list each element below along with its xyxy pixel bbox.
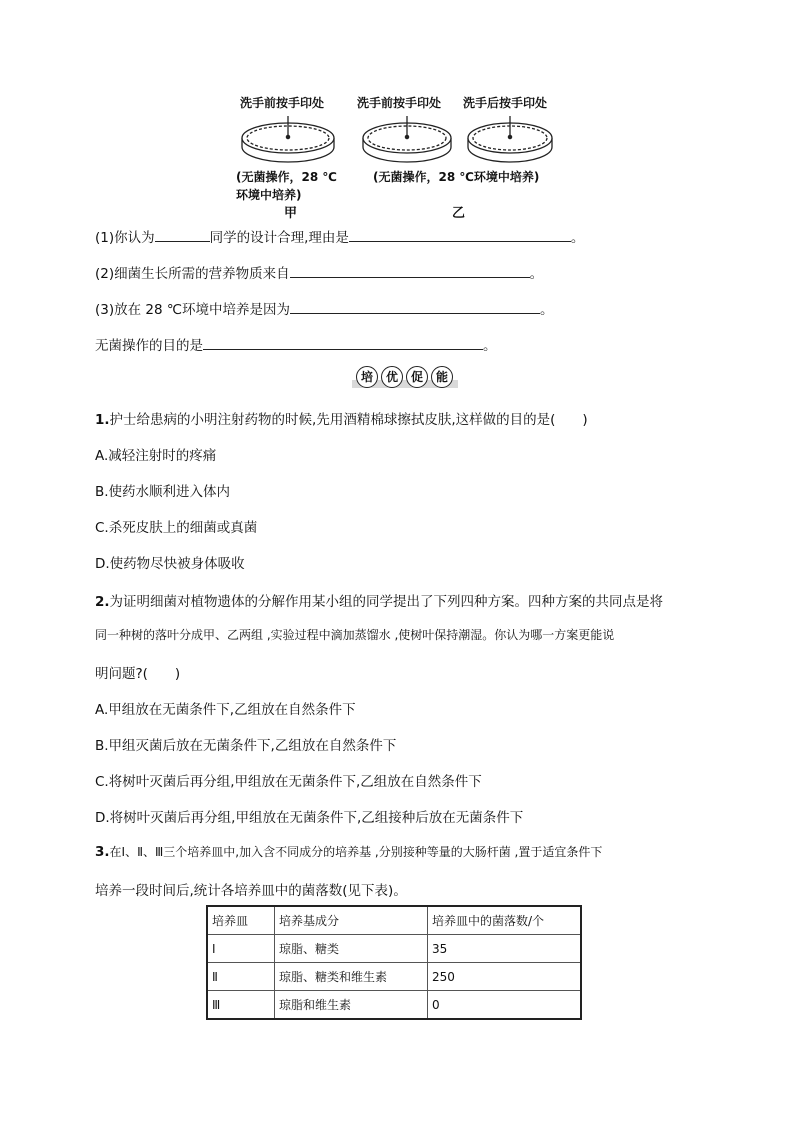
petri-dish-drawings — [230, 108, 570, 170]
table-header-cell: 培养皿 — [207, 906, 275, 935]
question-2-option-c[interactable]: C.将树叶灭菌后再分组,甲组放在无菌条件下,乙组放在自然条件下 — [95, 774, 482, 790]
table-cell: 琼脂、糖类 — [275, 935, 428, 963]
question-1-option-c[interactable]: C.杀死皮肤上的细菌或真菌 — [95, 520, 258, 536]
question-2-stem-line2: 同一种树的落叶分成甲、乙两组 ,实验过程中滴加蒸馏水 ,使树叶保持潮湿。你认为哪一方案更能说 — [95, 628, 615, 642]
answer-blank[interactable] — [349, 227, 571, 242]
banner-char: 培 — [356, 366, 378, 388]
question-1-option-d[interactable]: D.使药物尽快被身体吸收 — [95, 556, 245, 572]
question-1-option-a[interactable]: A.减轻注射时的疼痛 — [95, 448, 217, 464]
petri-dish-yi-after — [468, 116, 552, 162]
subquestion-4: 无菌操作的目的是 。 — [95, 334, 497, 354]
answer-blank[interactable] — [155, 227, 210, 242]
table-cell: 250 — [428, 963, 582, 991]
table-header-cell: 培养基成分 — [275, 906, 428, 935]
answer-blank[interactable] — [290, 299, 540, 314]
table-cell: 0 — [428, 991, 582, 1020]
petri-dish-yi-before — [363, 116, 451, 162]
question-2-option-d[interactable]: D.将树叶灭菌后再分组,甲组放在无菌条件下,乙组接种后放在无菌条件下 — [95, 810, 524, 826]
colony-count-table — [206, 905, 582, 1020]
table-cell: 琼脂和维生素 — [275, 991, 428, 1020]
table-cell: 琼脂、糖类和维生素 — [275, 963, 428, 991]
subquestion-1: (1)你认为 同学的设计合理,理由是 。 — [95, 226, 584, 246]
dish-label-jia: 洗手前按手印处 — [240, 96, 325, 110]
question-3-stem-line1: 3.在Ⅰ、Ⅱ、Ⅲ三个培养皿中,加入含不同成分的培养基 ,分别接种等量的大肠杆菌 ,置于适宜条件下 — [95, 844, 603, 860]
answer-blank[interactable] — [203, 335, 483, 350]
petri-dish-jia — [242, 116, 334, 162]
table-row — [207, 963, 581, 991]
banner-char: 优 — [381, 366, 403, 388]
question-3-stem-line2: 培养一段时间后,统计各培养皿中的菌落数(见下表)。 — [95, 883, 407, 899]
answer-blank[interactable] — [290, 263, 530, 278]
question-1-stem: 1.护士给患病的小明注射药物的时候,先用酒精棉球擦拭皮肤,这样做的目的是( ) — [95, 412, 588, 428]
table-cell: Ⅲ — [207, 991, 275, 1020]
yi-note: (无菌操作，28 ℃环境中培养) — [373, 170, 540, 184]
table-row — [207, 935, 581, 963]
jia-note: (无菌操作，28 ℃ 环境中培养) — [236, 170, 337, 202]
question-2-stem-line1: 2.为证明细菌对植物遗体的分解作用某小组的同学提出了下列四种方案。四种方案的共同点是将 — [95, 594, 664, 610]
group-label-jia: 甲 — [284, 206, 298, 221]
table-row — [207, 991, 581, 1020]
table-cell: Ⅰ — [207, 935, 275, 963]
question-2-option-a[interactable]: A.甲组放在无菌条件下,乙组放在自然条件下 — [95, 702, 356, 718]
table-header-cell: 培养皿中的菌落数/个 — [428, 906, 582, 935]
subquestion-2: (2)细菌生长所需的营养物质来自 。 — [95, 262, 543, 282]
question-1-option-b[interactable]: B.使药水顺利进入体内 — [95, 484, 231, 500]
table-header-row — [207, 906, 581, 935]
banner-char: 促 — [406, 366, 428, 388]
dish-label-yi-after: 洗手后按手印处 — [463, 96, 548, 110]
section-banner — [352, 366, 458, 390]
table-cell: 35 — [428, 935, 582, 963]
group-label-yi: 乙 — [452, 206, 466, 221]
question-2-stem-line3: 明问题?( ) — [95, 666, 181, 682]
dish-label-yi-before: 洗手前按手印处 — [357, 96, 442, 110]
table-cell: Ⅱ — [207, 963, 275, 991]
question-2-option-b[interactable]: B.甲组灭菌后放在无菌条件下,乙组放在自然条件下 — [95, 738, 397, 754]
banner-char: 能 — [431, 366, 453, 388]
subquestion-3: (3)放在 28 ℃环境中培养是因为 。 — [95, 298, 554, 318]
